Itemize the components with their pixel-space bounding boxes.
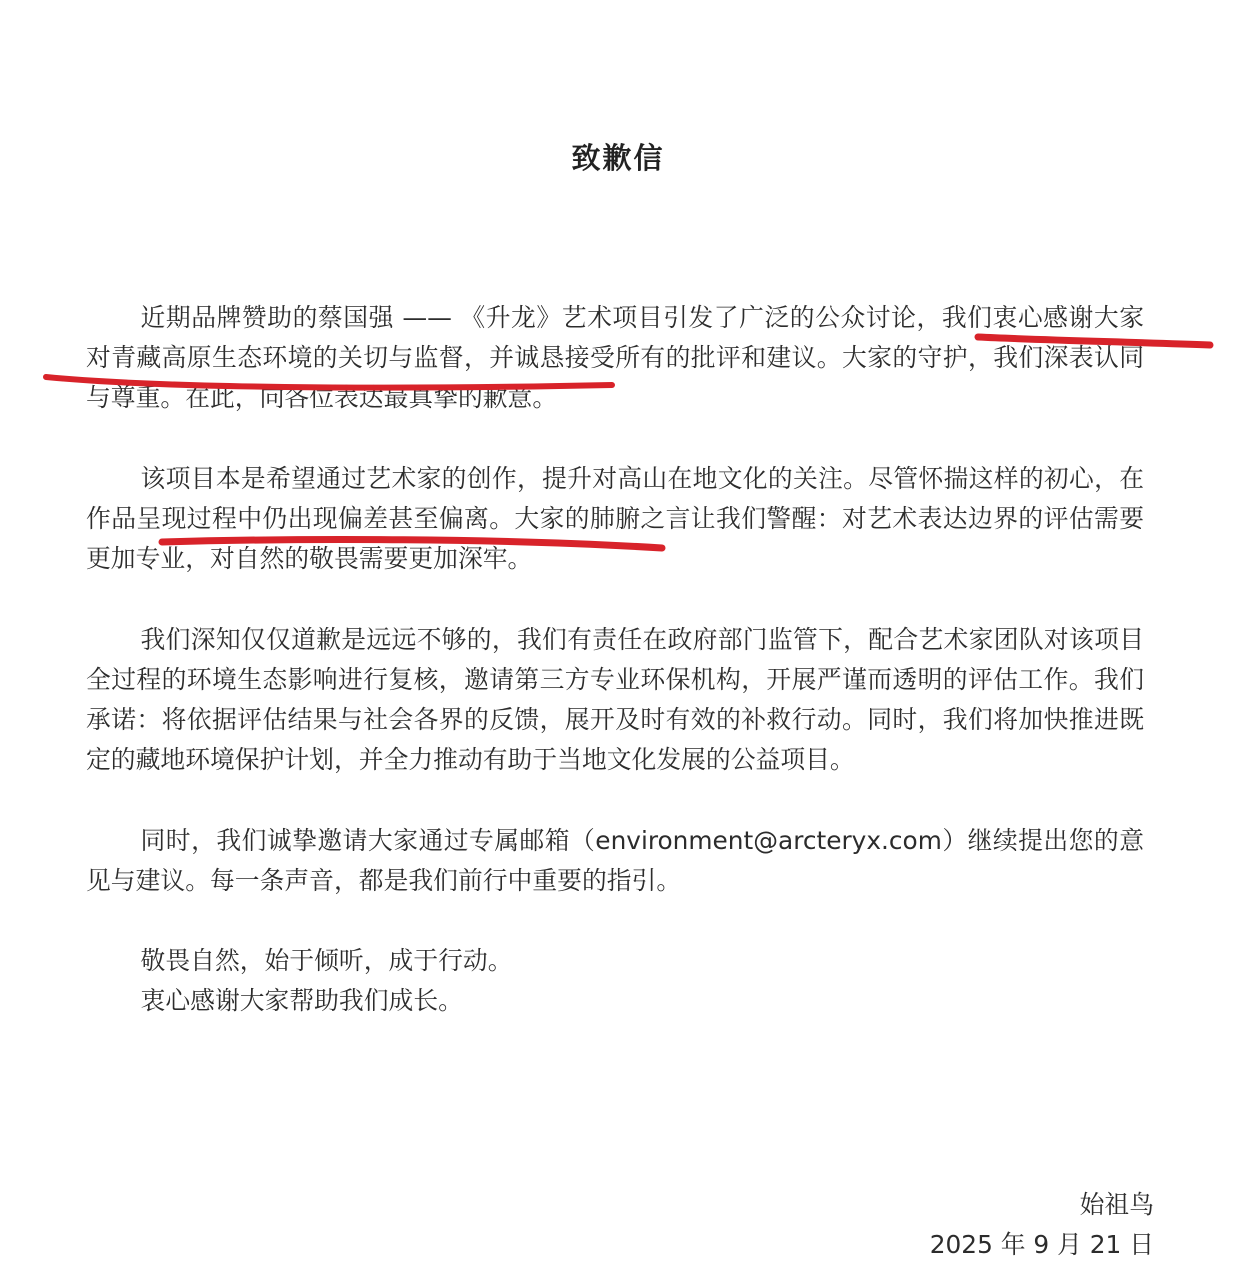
letter-title: 致歉信 [571, 141, 665, 175]
paragraph-2: 该项目本是希望通过艺术家的创作，提升对高山在地文化的关注。尽管怀揣这样的初心，在作品呈现过程中仍出现偏差甚至偏离。大家的肺腑之言让我们警醒：对艺术表达边界的评估需要更加专业，对自然的敬畏需要更加深牢。 [86, 463, 1144, 574]
letter-body [86, 298, 1144, 1022]
signature-block [930, 1185, 1154, 1265]
closing-line-2: 衷心感谢大家帮助我们成长。 [140, 986, 463, 1016]
closing-line-1: 敬畏自然，始于倾听，成于行动。 [140, 946, 513, 976]
signature-date: 2025 年 9 月 21 日 [929, 1230, 1154, 1259]
paragraph-1: 近期品牌赞助的蔡国强 —— 《升龙》艺术项目引发了广泛的公众讨论，我们衷心感谢大家对青藏高原生态环境的关切与监督，并诚恳接受所有的批评和建议。大家的守护，我们深表认同与尊重。在此，向各位表达最真挚的歉意。 [86, 303, 1144, 413]
paragraph-3: 我们深知仅仅道歉是远远不够的，我们有责任在政府部门监管下，配合艺术家团队对该项目全过程的环境生态影响进行复核，邀请第三方专业环保机构，开展严谨而透明的评估工作。我们承诺：将依据评估结果与社会各界的反馈，展开及时有效的补救行动。同时，我们将加快推进既定的藏地环境保护计划，并全力推动有助于当地文化发展的公益项目。 [86, 624, 1144, 775]
signature-name: 始祖鸟 [1079, 1190, 1154, 1219]
paragraph-4: 同时，我们诚挚邀请大家通过专属邮箱（environment@arcteryx.com）继续提出您的意见与建议。每一条声音，都是我们前行中重要的指引。 [86, 825, 1144, 895]
